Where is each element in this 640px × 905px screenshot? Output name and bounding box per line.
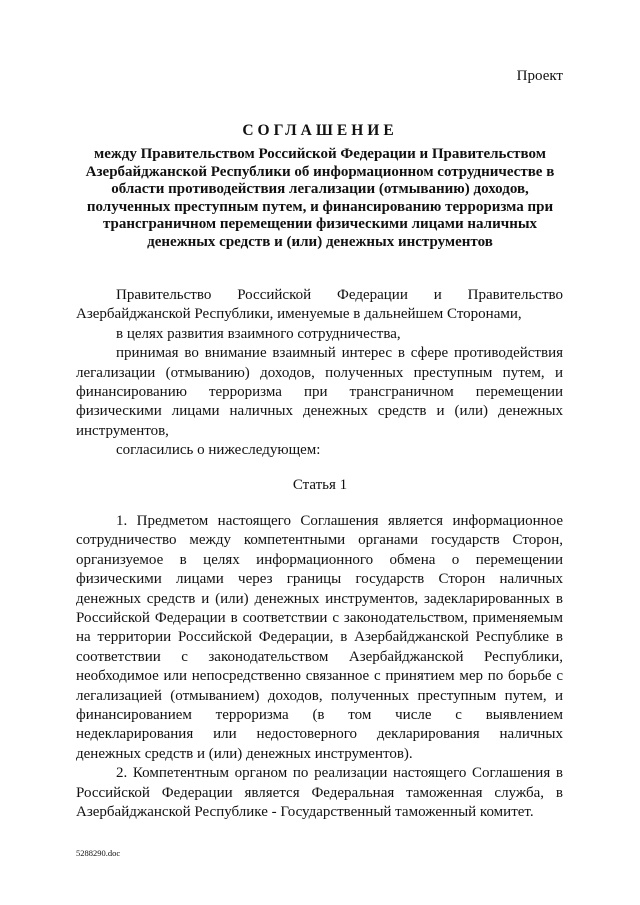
preamble-paragraph: в целях развития взаимного сотрудничества, <box>116 325 401 342</box>
draft-label: Проект <box>516 68 563 84</box>
document-title: СОГЛАШЕНИЕ <box>242 122 398 139</box>
preamble-paragraph: согласились о нижеследующем: <box>116 442 321 459</box>
article-paragraph: 2. Компетентным органом по реализации настоящего Соглашения в Российской Федерации является Федеральная таможенная служба, в Азербайджанской Республике - Государственный таможенный комитет. <box>76 765 563 821</box>
article-body <box>76 512 563 823</box>
article-paragraph: 1. Предметом настоящего Соглашения является информационное сотрудничество между компетентными органами государств Сторон, организуемое в целях информационного обмена о перемещении физическими лицами через границы государств Сторон наличных денежных средств и (или) денежных инструментов, задекларированных в Российской Федерации в соответствии с законодательством, применяемым на территории Российской Федерации, в Азербайджанской Республике в соответствии с законодательством Азербайджанской Республики, необходимое или непосредственно связанное с принятием мер по борьбе с легализацией (отмыванием) доходов, полученных преступным путем, и финансированием терроризма (в том числе с выявлением недекларирования или недостоверного декларирования наличных денежных средств и (или) денежных инструментов). <box>76 513 563 762</box>
preamble <box>76 286 563 461</box>
footer-file-name: 5288290.doc <box>76 848 121 858</box>
document-subtitle: между Правительством Российской Федерации и Правительством Азербайджанской Республики об информационном сотрудничестве в области противодействия легализации (отмыванию) доходов, полученных преступным путем, и финансированию терроризма при трансграничном перемещении физическими лицами наличных денежных средств и (или) денежных инструментов <box>85 146 555 250</box>
preamble-paragraph: принимая во внимание взаимный интерес в сфере противодействия легализации (отмыванию) доходов, полученных преступным путем, и финансированию терроризма при трансграничном перемещении физическими лицами наличных денежных средств и (или) денежных инструментов, <box>76 345 563 439</box>
preamble-paragraph: Правительство Российской Федерации и Правительство Азербайджанской Республики, именуемые в дальнейшем Сторонами, <box>76 287 563 323</box>
article-heading: Статья 1 <box>292 477 348 493</box>
